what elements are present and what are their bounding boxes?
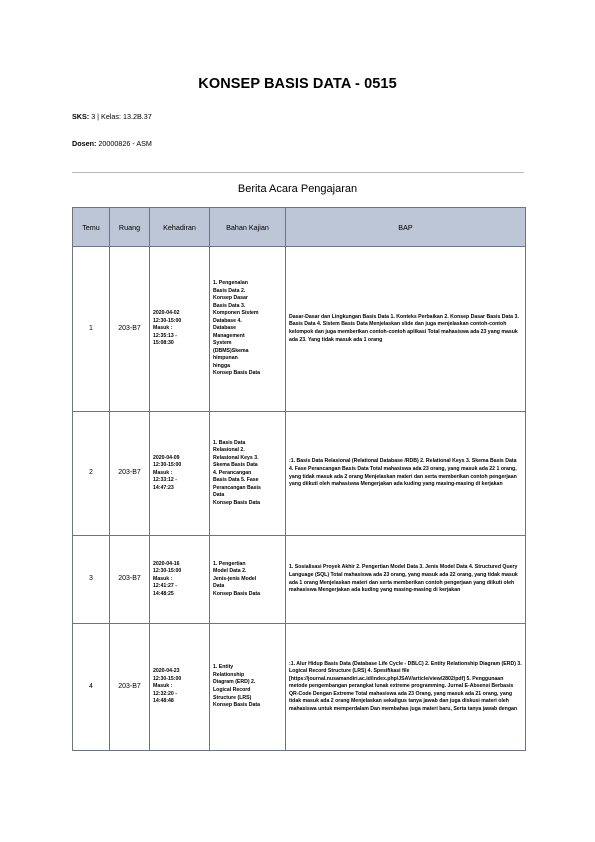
- kajian-line: Database 4.: [213, 317, 242, 324]
- divider: [72, 172, 524, 173]
- ruang-cell: 203-B7: [110, 247, 150, 412]
- kehadiran-line: 12:32:20 -: [153, 690, 177, 697]
- section-title: Berita Acara Pengajaran: [237, 183, 358, 195]
- header-bap: BAP: [286, 208, 526, 247]
- sks-value: 3 | Kelas: 13.2B.37: [91, 112, 152, 121]
- header-ruang: Ruang: [110, 208, 150, 247]
- kehadiran-cell: [150, 536, 210, 624]
- kehadiran-line: 14:48:48: [153, 698, 174, 705]
- kajian-line: Data: [213, 583, 225, 590]
- kehadiran-line: 2020-04-23: [153, 668, 180, 675]
- temu-cell: 4: [73, 624, 110, 751]
- header-temu: Temu: [73, 208, 110, 247]
- kehadiran-line: 12:41:27 -: [153, 583, 177, 590]
- kajian-line: Basis Data 3.: [213, 302, 246, 309]
- kehadiran-line: Masuk :: [153, 683, 173, 690]
- kajian-line: Relasional Keys 3.: [213, 454, 259, 461]
- bahan-kajian-cell: [210, 247, 286, 412]
- kehadiran-line: 12:30-15:00: [153, 675, 182, 682]
- kajian-line: Relationship: [213, 671, 245, 678]
- bap-cell: 1. Sosialisasi Proyek Akhir 2. Pengertian Model Data 3. Jenis Model Data 4. Structured Query Language (SQL) Total mahasiswa ada 23 orang, yang masuk ada 22 orang, yang tidak masuk ada 1 orang Menjelaskan materi dan serta memberikan contoh pengerjaan yang diikuti oleh mahasiswa Mengerjakan ada kuding yang masing-masing di kerjakan: [286, 536, 526, 624]
- kajian-line: Konsep Basis Data: [213, 590, 260, 597]
- dosen-line: [72, 139, 152, 148]
- kehadiran-line: 14:47:23: [153, 484, 174, 491]
- document-title: KONSEP BASIS DATA - 0515: [198, 76, 397, 92]
- kajian-line: Konsep Basis Data: [213, 499, 260, 506]
- kehadiran-cell: [150, 412, 210, 536]
- table-row: [73, 536, 526, 624]
- ruang-cell: 203-B7: [110, 624, 150, 751]
- kajian-line: System: [213, 340, 232, 347]
- kehadiran-line: 12:35:13 -: [153, 332, 177, 339]
- kajian-line: (DBMS)Skema: [213, 347, 249, 354]
- kajian-line: Konsep Dasar: [213, 295, 248, 302]
- kajian-line: Skema Basis Data: [213, 462, 258, 469]
- kajian-line: Konsep Basis Data: [213, 702, 260, 709]
- dosen-value: 20000826 - ASM: [98, 139, 152, 148]
- header-kehadiran: Kehadiran: [150, 208, 210, 247]
- sks-line: [72, 112, 152, 121]
- kehadiran-line: 2020-04-16: [153, 560, 180, 567]
- kajian-line: Konsep Basis Data: [213, 370, 260, 377]
- temu-cell: 3: [73, 536, 110, 624]
- kajian-line: Database: [213, 325, 237, 332]
- dosen-label: Dosen:: [72, 139, 97, 148]
- bap-cell: :1. Alur Hidup Basis Data (Database Life Cycle - DBLC) 2. Entity Relationship Diagram (ERD) 3. Logical Record Structure (LRS) 4. Spesifikasi file [https://journal.nusamandiri.ac.id/index.php/JSAV/article/view/2802/pdf] 5. Penggunaan metode pengembangan perangkat lunak extreme programming. Jurnal E-Absensi Berbasis QR-Code Dengan Extreme Total mahasiswa ada 23 Orang, yang masuk ada 21 orang, yang tidak masuk ada 2 orang Menjelaskan sekaligus tanya jawab dan juga diskusi materi oleh mahasiswa untuk memperdalam Dan membahas juga materi baru, Serta tanya jawab dengan: [286, 624, 526, 751]
- kajian-line: 1. Basis Data: [213, 439, 246, 446]
- kehadiran-line: 12:30-15:00: [153, 317, 182, 324]
- kajian-line: Perancangan Basis: [213, 484, 261, 491]
- kajian-line: Structure (LRS): [213, 694, 252, 701]
- bahan-kajian-cell: [210, 536, 286, 624]
- kehadiran-line: 12:33:12 -: [153, 477, 177, 484]
- kehadiran-line: 14:48:25: [153, 590, 174, 597]
- kajian-line: Basis Data 2.: [213, 287, 246, 294]
- kehadiran-line: 12:30-15:00: [153, 568, 182, 575]
- kajian-line: Jenis-jenis Model: [213, 575, 257, 582]
- kajian-line: hingga: [213, 362, 231, 369]
- sks-label: SKS:: [72, 112, 90, 121]
- kajian-line: Komponen Sistem: [213, 310, 259, 317]
- kajian-line: Management: [213, 332, 245, 339]
- bap-cell: Dasar-Dasar dan Lingkungan Basis Data 1. Konteks Perbaikan 2. Konsep Dasar Basis Data 3. Basis Data 4. Sistem Basis Data Menjelaskan slide dan juga menjelaskan contoh-contoh kelompok dan juga memberikan contoh-contoh aplikasi Total mahasiswa ada 23 yang masuk ada 23. Yang tidak masuk ada 1 orang: [286, 247, 526, 412]
- kehadiran-line: 2020-04-09: [153, 454, 180, 461]
- bap-table: [72, 207, 526, 751]
- bahan-kajian-cell: [210, 624, 286, 751]
- kajian-line: Logical Record: [213, 687, 251, 693]
- kehadiran-line: Masuk :: [153, 325, 173, 332]
- kajian-line: Data: [213, 492, 225, 499]
- kehadiran-line: Masuk :: [153, 575, 173, 582]
- ruang-cell: 203-B7: [110, 536, 150, 624]
- kehadiran-cell: [150, 247, 210, 412]
- kehadiran-line: 2020-04-02: [153, 310, 180, 317]
- bahan-kajian-cell: [210, 412, 286, 536]
- kajian-line: Relasional 2.: [213, 447, 245, 454]
- table-header-row: [73, 208, 526, 247]
- kajian-line: 4. Perancangan: [213, 469, 252, 476]
- kajian-line: himpunan: [213, 355, 238, 362]
- kajian-line: Diagram (ERD) 2.: [213, 679, 256, 686]
- kehadiran-line: 15:08:30: [153, 340, 174, 347]
- temu-cell: 1: [73, 247, 110, 412]
- kajian-line: 1. Pengenalan: [213, 280, 248, 287]
- table-row: [73, 412, 526, 536]
- header-bahan-kajian: Bahan Kajian: [210, 208, 286, 247]
- kehadiran-line: Masuk :: [153, 469, 173, 476]
- kajian-line: Basis Data 5. Fase: [213, 477, 259, 484]
- kajian-line: Model Data 2.: [213, 568, 247, 575]
- table-row: [73, 624, 526, 751]
- kajian-line: 1. Entity: [213, 664, 234, 671]
- table-row: [73, 247, 526, 412]
- kajian-line: 1. Pengertian: [213, 560, 246, 567]
- kehadiran-line: 12:30-15:00: [153, 462, 182, 469]
- bap-cell: :1. Basis Data Relasional (Relational Database /RDB) 2. Relational Keys 3. Skema Basis Data 4. Fase Perancangan Basis Data Total mahasiswa ada 23 orang, yang masuk ada 22 1 orang, yang tidak masuk ada 2 orang Menjelaskan materi dan serta memberikan contoh pengerjaan yang diikuti oleh mahasiswa Mengerjakan ada kuding yang masing-masing di kerjakan: [286, 412, 526, 536]
- temu-cell: 2: [73, 412, 110, 536]
- ruang-cell: 203-B7: [110, 412, 150, 536]
- kehadiran-cell: [150, 624, 210, 751]
